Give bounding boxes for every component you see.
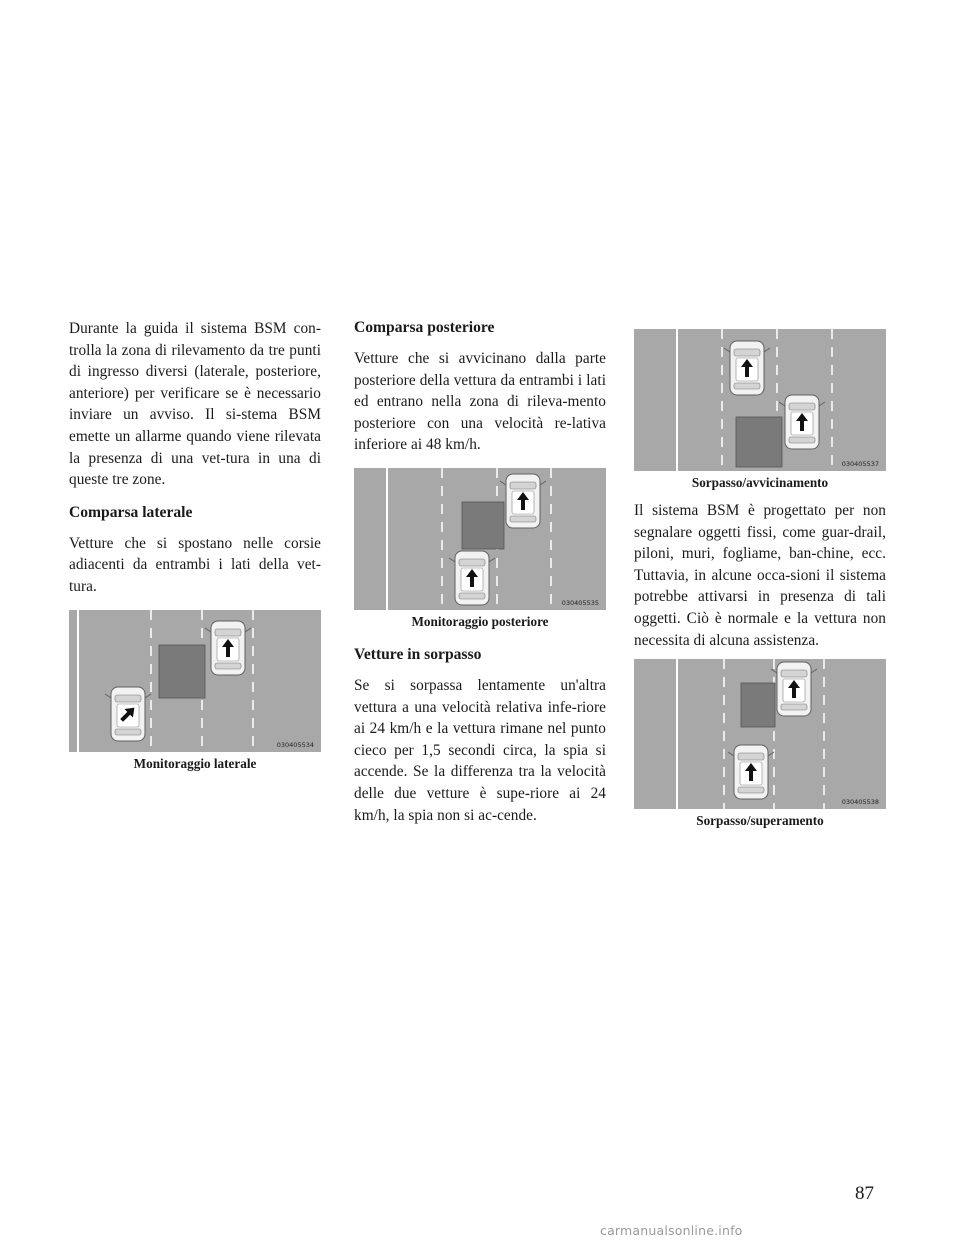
detection-zone xyxy=(159,645,205,698)
figure-sorpasso-superamento xyxy=(634,659,886,830)
car-icon xyxy=(500,474,546,528)
heading-comparsa-posteriore: Comparsa posteriore xyxy=(354,319,495,336)
page-number: 87 xyxy=(855,1183,874,1204)
diagram-overtaking-passing xyxy=(634,659,886,809)
intro-paragraph: Durante la guida il sistema BSM con-trolla la zona di rilevamento da tre punti di ingresso diversi (laterale, posteriore, anteriore) per verificare se è necessario inviare un avviso. Il si-stema BSM emette un allarme quando viene rilevata la presenza di una vet-tura in una di queste tre zone. xyxy=(69,320,321,489)
figure-code: 030405534 xyxy=(276,740,314,749)
car-icon xyxy=(105,687,151,741)
figure-code: 030405535 xyxy=(561,598,599,607)
car-icon xyxy=(728,745,774,799)
car-icon xyxy=(449,551,495,605)
figure-monitoraggio-laterale xyxy=(69,610,321,773)
figure-code: 030405537 xyxy=(841,460,879,468)
heading-comparsa-laterale: Comparsa laterale xyxy=(69,503,193,521)
paragraph-comparsa-posteriore: Vetture che si avvicinano dalla parte posteriore della vettura da entrambi i lati ed entrano nella zona di rileva-mento posteriore con una velocità re-lativa inferiore ai 48 km/h. xyxy=(354,350,606,454)
car-icon xyxy=(771,662,817,716)
paragraph-vetture-in-sorpasso: Se si sorpassa lentamente un'altra vettura a una velocità relativa infe-riore ai 24 km/h e la vettura rimane nel punto cieco per 1,5 secondi circa, la spia si accende. Se la differenza tra la velocità delle due vetture è supe-riore ai 24 km/h, la spia non si ac-cende. xyxy=(354,676,606,824)
figure-caption: Sorpasso/avvicinamento xyxy=(691,475,829,490)
figure-caption: Monitoraggio laterale xyxy=(133,755,257,771)
paragraph-bsm-oggetti-fissi: Il sistema BSM è progettato per non segnalare oggetti fissi, come guar-drail, piloni, muri, fogliame, ban-chine, ecc. Tuttavia, in alcune occa-sioni il sistema potrebbe attivarsi in presenza di tali oggetti. Ciò è normale e la vettura non necessita di alcuna assistenza. xyxy=(634,502,886,649)
column-1 xyxy=(69,318,321,773)
detection-zone xyxy=(736,417,782,467)
car-icon xyxy=(724,341,770,395)
car-icon xyxy=(779,395,825,449)
diagram-side-monitoring xyxy=(69,610,321,752)
figure-caption: Sorpasso/superamento xyxy=(696,813,824,829)
detection-zone xyxy=(741,683,775,727)
figure-code: 030405538 xyxy=(841,798,879,807)
diagram-rear-monitoring xyxy=(354,468,606,610)
column-3 xyxy=(634,329,886,830)
diagram-overtaking-approach xyxy=(634,329,886,471)
car-icon xyxy=(205,621,251,675)
paragraph-comparsa-laterale: Vetture che si spostano nelle corsie adiacenti da entrambi i lati della vet-tura. xyxy=(69,534,321,595)
column-2 xyxy=(354,318,606,838)
figure-sorpasso-avvicinamento xyxy=(634,329,886,492)
figure-caption: Monitoraggio posteriore xyxy=(411,613,549,629)
heading-vetture-in-sorpasso: Vetture in sorpasso xyxy=(354,645,482,663)
detection-zone xyxy=(462,502,504,549)
figure-monitoraggio-posteriore xyxy=(354,468,606,631)
watermark: carmanualsonline.info xyxy=(600,1223,743,1238)
